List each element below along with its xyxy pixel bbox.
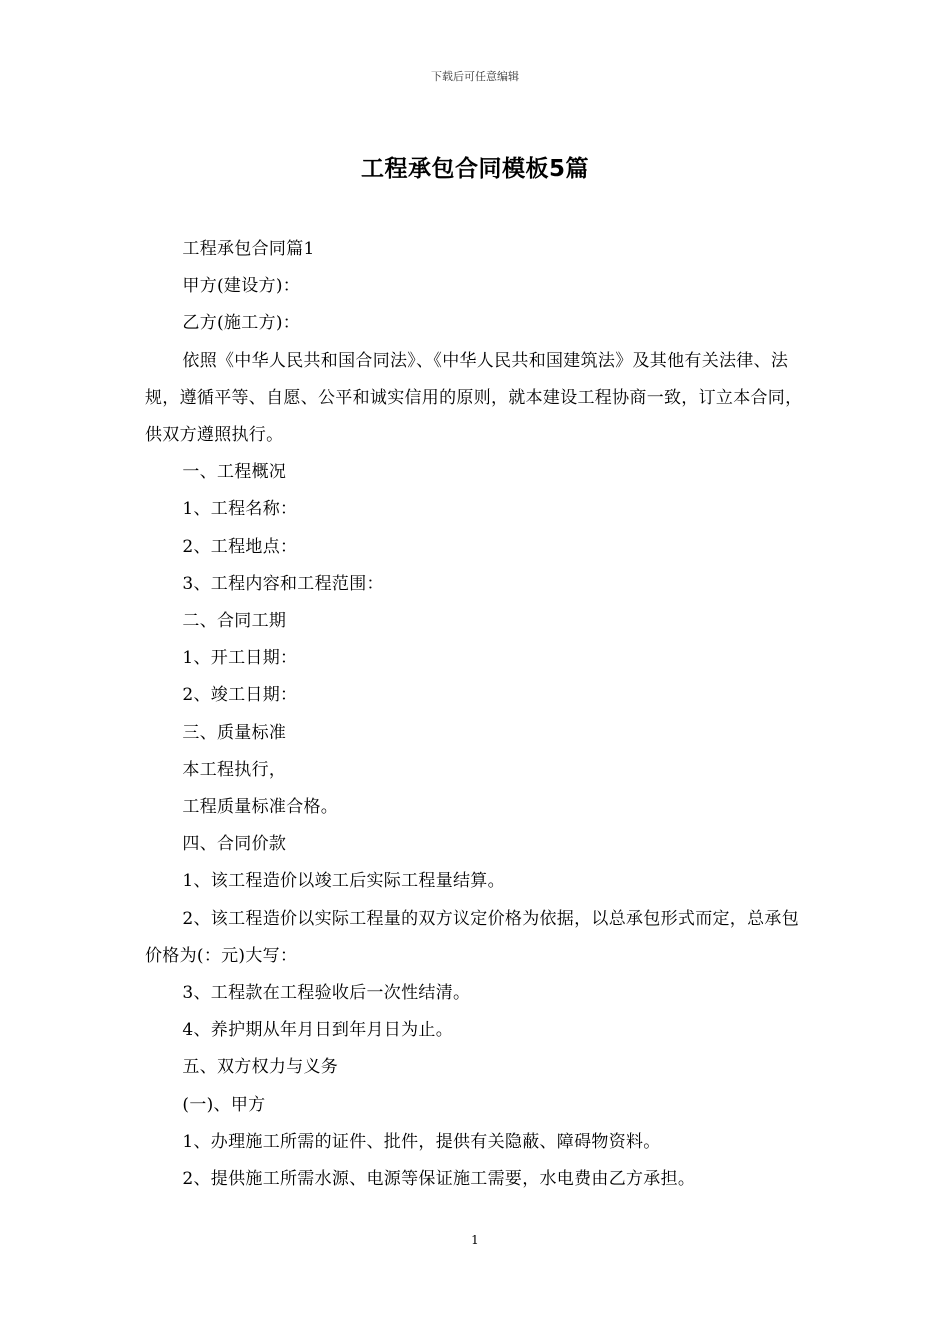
section-heading: 五、双方权力与义务	[182, 1057, 339, 1078]
paragraph: 甲方(建设方)：	[182, 276, 301, 297]
paragraph: 2、该工程造价以实际工程量的双方议定价格为依据，以总承包形式而定，总承包价格为(：元)大写：	[145, 908, 800, 966]
paragraph: 乙方(施工方)：	[182, 313, 301, 334]
paragraph: 1、办理施工所需的证件、批件，提供有关隐蔽、障碍物资料。	[182, 1131, 661, 1152]
section-heading: 三、质量标准	[182, 722, 287, 743]
paragraph: 1、开工日期：	[182, 648, 298, 669]
paragraph: 依照《中华人民共和国合同法》、《中华人民共和国建筑法》及其他有关法律、法规，遵循平等、自愿、公平和诚实信用的原则，就本建设工程协商一致，订立本合同，供双方遵照执行。	[145, 350, 803, 446]
section-heading: 一、工程概况	[182, 462, 287, 483]
paragraph: 工程质量标准合格。	[182, 797, 339, 818]
paragraph: 2、提供施工所需水源、电源等保证施工需要，水电费由乙方承担。	[182, 1169, 696, 1190]
section-heading: 四、合同价款	[182, 834, 287, 855]
header-note: 下载后可任意编辑	[431, 70, 519, 83]
paragraph: 1、该工程造价以竣工后实际工程量结算。	[182, 871, 505, 892]
paragraph: 本工程执行，	[182, 759, 287, 780]
document-title: 工程承包合同模板5篇	[360, 156, 589, 182]
paragraph: 1、工程名称：	[182, 499, 298, 520]
section-heading: 二、合同工期	[182, 611, 287, 632]
subsection-heading: (一)、甲方	[182, 1094, 266, 1115]
paragraph: 2、工程地点：	[182, 536, 298, 557]
paragraph: 3、工程款在工程验收后一次性结清。	[182, 983, 471, 1004]
paragraph: 3、工程内容和工程范围：	[182, 573, 384, 594]
document-body	[145, 231, 810, 1198]
paragraph: 2、竣工日期：	[182, 685, 298, 706]
page-number: 1	[471, 1233, 479, 1247]
paragraph: 4、养护期从年月日到年月日为止。	[182, 1020, 454, 1041]
paragraph: 工程承包合同篇1	[182, 239, 315, 259]
